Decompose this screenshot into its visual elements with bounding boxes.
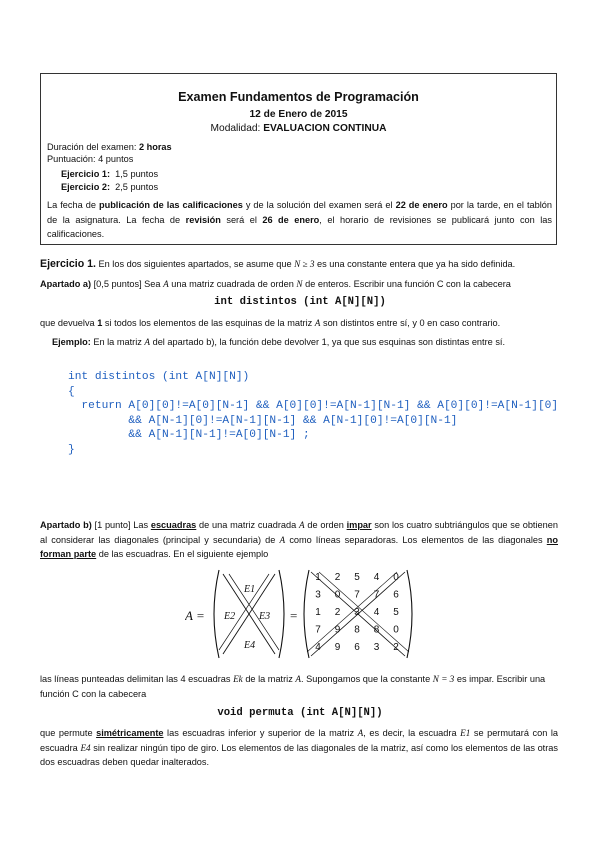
matrix-cell: 5 (354, 572, 360, 583)
apartado-b-permute (40, 726, 558, 770)
math-n-eq-3: N = 3 (432, 674, 455, 684)
apartado-a-statement (40, 277, 560, 292)
apartado-b-text: son los cuatro subtriángulos que se obtienen al considerar las diagonales (principal y secundaria) de (40, 520, 558, 545)
math-n: N (296, 279, 303, 289)
para-part: y de la solución del examen será el (242, 200, 396, 210)
right-paren (279, 570, 284, 658)
math-ek: Ek (233, 674, 243, 684)
matrix-cell: 3 (373, 642, 380, 653)
math-e1: E1 (460, 728, 471, 738)
apartado-a-label: Apartado a) (40, 279, 92, 289)
apartado-b-text: de la matriz (242, 674, 296, 684)
equals-sign: = (290, 608, 298, 623)
apartado-a-example (52, 335, 562, 350)
matrix-cell: 3 (315, 589, 321, 601)
matrix-cell: 8 (354, 624, 360, 636)
exam-score: Puntuación: 4 puntos (47, 154, 134, 164)
apartado-a-text: de enteros. Escribir una función C con la cabecera (302, 279, 511, 289)
apartado-b-text: se permutará con la escuadra (40, 728, 558, 753)
matrix-cell: 0 (393, 624, 399, 636)
apartado-b-text: sin realizar ningún tipo de giro. Los elementos de las diagonales de la matriz, así como los elementos de las otras dos escuadras deben quedar inalterados. (40, 742, 558, 768)
matrix-cell: 6 (354, 642, 360, 653)
returns-text: que devuelva (40, 318, 98, 328)
code-line: && A[N-1][0]!=A[N-1][N-1] && A[N-1][0]!=A[0][N-1] (68, 414, 458, 427)
apartado-b-text: de las escuadras. En el siguiente ejemplo (96, 549, 269, 560)
grading-info-paragraph (47, 198, 552, 242)
apartado-b-text: las escuadras inferior y superior de la matriz (163, 728, 358, 738)
returns-zero: 0 (419, 318, 425, 328)
ex1-value: 1,5 puntos (115, 169, 159, 179)
code-line: && A[N-1][N-1]!=A[0][N-1] ; (68, 429, 310, 442)
exercise-1-points (61, 169, 158, 179)
matrix-cell: 7 (315, 624, 321, 636)
matrix-cell: 0 (334, 589, 341, 601)
matrix-figure (185, 568, 415, 660)
example-text: En la matriz (90, 337, 145, 347)
modality-label: Modalidad: (210, 123, 261, 134)
matrix-cell: 2 (334, 572, 341, 583)
code-line: } (68, 443, 75, 456)
matrix-cell: 9 (334, 642, 341, 653)
ex2-label: Ejercicio 2: (61, 182, 111, 192)
matrix-cell: 2 (334, 607, 341, 618)
exam-modality (41, 123, 556, 134)
math-a: A (279, 534, 286, 545)
matrix-label: A = (185, 608, 205, 623)
returns-text: son distintos entre sí, y (320, 318, 420, 328)
para-part: será el (220, 214, 263, 225)
example-label: Ejemplo: (52, 337, 91, 347)
matrix-cell: 4 (373, 572, 380, 583)
returns-one: 1 (97, 318, 103, 328)
para-part: revisión (185, 214, 221, 225)
ex2-value: 2,5 puntos (115, 182, 159, 192)
function-signature-distintos: int distintos (int A[N][N]) (214, 296, 386, 308)
para-part: , el horario de revisiones se publicará junto con las calificaciones. (47, 214, 552, 240)
returns-text: en caso contrario. (424, 318, 501, 328)
duration-label: Duración del examen: (47, 142, 137, 152)
matrix-cell: 4 (373, 607, 380, 618)
matrix-cell: 7 (373, 589, 380, 601)
matrix-cell: 2 (393, 642, 399, 653)
duration-value: 2 horas (138, 142, 172, 152)
para-part: 22 de enero (395, 200, 448, 210)
apartado-b-text: de una matriz cuadrada (196, 520, 299, 530)
code-line: int distintos (int A[N][N]) (68, 371, 250, 383)
escuadra-e1-label: E1 (244, 584, 256, 595)
code-line: return A[0][0]!=A[0][N-1] && A[0][0]!=A[N-1][N-1] && A[0][0]!=A[N-1][0] (68, 400, 559, 413)
exam-header-box (40, 73, 557, 245)
no-forman-parte-term: no forman parte (40, 534, 558, 560)
escuadra-e2-label: E2 (224, 611, 236, 622)
apartado-a-text: una matriz cuadrada de orden (168, 279, 297, 289)
math-n-geq-3: N ≥ 3 (294, 259, 315, 269)
para-part: La fecha de (47, 200, 99, 210)
escuadra-e4-label: E4 (244, 640, 256, 651)
matrix-cell: 3 (354, 607, 360, 618)
apartado-a-text: [0,5 puntos] Sea (91, 279, 164, 289)
apartado-b-text: que permute (40, 728, 97, 738)
apartado-b-text: es impar. Escribir una función C con la cabecera (40, 674, 546, 699)
matrix-cell: 9 (334, 624, 341, 636)
apartado-a-returns (40, 316, 560, 331)
apartado-b-text: de orden (304, 520, 347, 530)
impar-term: impar (346, 520, 372, 530)
exam-title: Examen Fundamentos de Programación (178, 90, 419, 104)
math-a: A (295, 674, 301, 684)
math-a: A (298, 520, 305, 530)
exam-date: 12 de Enero de 2015 (249, 109, 348, 120)
apartado-b-delimit (40, 672, 560, 701)
example-text: del apartado b), la función debe devolver (150, 337, 322, 347)
matrix-cell: 1 (315, 607, 321, 618)
exercise-2-points (61, 182, 158, 192)
numeric-right-paren (407, 570, 412, 658)
math-e4: E4 (80, 742, 91, 753)
example-text: , ya que sus esquinas son distintas entre sí. (326, 337, 506, 347)
matrix-cell: 8 (373, 624, 380, 636)
intro-text: es una constante entera que ya ha sido definida. (314, 259, 516, 269)
apartado-b-statement (40, 518, 558, 562)
left-paren (214, 570, 219, 658)
math-a: A (163, 279, 169, 289)
para-part: publicación de las calificaciones (98, 200, 243, 210)
math-a: A (314, 318, 321, 328)
para-part: 26 de enero (262, 214, 320, 225)
matrix-cell: 4 (315, 642, 321, 653)
apartado-b-text: las líneas punteadas delimitan las 4 escuadras (40, 674, 234, 684)
matrix-cell: 7 (354, 589, 360, 601)
apartado-b-text: [1 punto] Las (91, 520, 151, 530)
matrix-cell: 1 (315, 572, 321, 583)
matrix-cell: 0 (393, 572, 399, 583)
modality-value: EVALUACION CONTINUA (263, 123, 387, 134)
para-part: por la tarde, en el tablón de la asignatura. La fecha de (47, 200, 552, 225)
apartado-b-label: Apartado b) (40, 520, 92, 530)
returns-text: si todos los elementos de las esquinas de la matriz (102, 318, 315, 328)
apartado-b-text: . Supongamos que la constante (300, 674, 433, 684)
math-a: A (144, 337, 151, 347)
exercise-1-intro (40, 257, 560, 272)
exam-duration (47, 142, 172, 152)
matrix-cell: 6 (393, 589, 399, 601)
apartado-b-text: , es decir, la escuadra (363, 728, 461, 738)
exercise-1-heading: Ejercicio 1. (40, 258, 96, 270)
ex1-label: Ejercicio 1: (61, 169, 111, 179)
simetricamente-term: simétricamente (96, 728, 164, 738)
code-solution-distintos (68, 370, 558, 458)
intro-text: En los dos siguientes apartados, se asume que (95, 259, 295, 269)
escuadra-e3-label: E3 (259, 611, 271, 622)
function-signature-permuta: void permuta (int A[N][N]) (217, 707, 383, 719)
matrix-cell: 5 (393, 607, 399, 618)
apartado-b-text: como líneas separadoras. Los elementos de las diagonales (285, 534, 547, 545)
escuadras-term: escuadras (150, 520, 197, 530)
example-one: 1 (321, 337, 327, 347)
numeric-left-paren (304, 570, 309, 658)
math-a: A (357, 728, 364, 738)
code-line: { (68, 385, 75, 398)
